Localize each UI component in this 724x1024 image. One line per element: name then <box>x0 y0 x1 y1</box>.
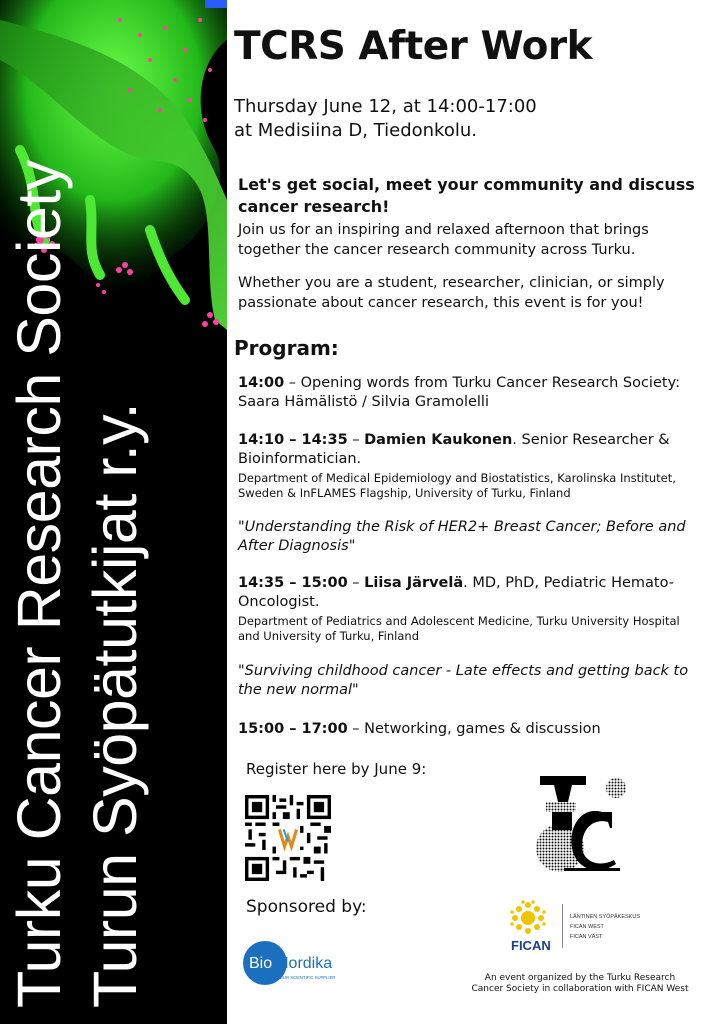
program-text: Opening words from Turku Cancer Research Society: Saara Hämälistö / Silvia Gramolelli <box>238 375 680 410</box>
program-item: 14:10 – 14:35 – Damien Kaukonen. Senior Researcher & Bioinformatician. Department of Medical Epidemiology and Biostatistics, Karolinska Institutet, Sweden & InFLAMES Flagship, University of Turku, Finland <box>238 431 700 501</box>
event-when <box>234 95 537 143</box>
program-item: 15:00 – 17:00 – Networking, games & discussion <box>238 721 601 737</box>
speaker-name: Damien Kaukonen <box>364 432 513 448</box>
speaker-affiliation: Department of Pediatrics and Adolescent Medicine, Turku University Hospital and University of Turku, Finland <box>238 614 680 643</box>
program-time: 14:00 <box>238 375 285 391</box>
side-banner <box>0 0 227 1024</box>
organizer-note: An event organized by the Turku Research Cancer Society in collaboration with FICAN West <box>471 973 689 994</box>
bionordika-logo <box>241 927 367 1002</box>
svg-text:FICAN WEST: FICAN WEST <box>570 924 604 930</box>
event-title: TCRS After Work <box>234 24 593 69</box>
tcrs-society-logo <box>524 772 632 880</box>
speaker-role: . MD, PhD, Pediatric Hemato-Oncologist. <box>238 575 674 610</box>
speaker-name: Liisa Järvelä <box>364 575 464 591</box>
register-label: Register here by June 9: <box>246 760 427 778</box>
svg-text:FICAN VÄST: FICAN VÄST <box>570 934 603 940</box>
program-heading: Program: <box>234 336 339 360</box>
program-item: 14:00 – Opening words from Turku Cancer Research Society: Saara Hämälistö / Silvia Gramolelli <box>238 375 680 410</box>
program-text: Networking, games & discussion <box>364 721 601 737</box>
intro-text: Join us for an inspiring and relaxed afternoon that brings together the cancer research community across Turku. <box>238 222 649 258</box>
program-time: 14:10 – 14:35 <box>238 432 348 448</box>
sponsored-label: Sponsored by: <box>246 897 367 917</box>
society-name-finnish-vertical: Turun Syöpätutkijat r.y. <box>81 402 149 1008</box>
talk-title: "Surviving childhood cancer - Late effects and getting back to the new normal" <box>238 663 689 698</box>
program-item: 14:35 – 15:00 – Liisa Järvelä. MD, PhD, Pediatric Hemato-Oncologist. Department of Pediatrics and Adolescent Medicine, Turku University Hospital and University of Turku, Finland <box>238 574 700 644</box>
svg-text:Bio: Bio <box>249 955 273 972</box>
svg-text:LÄNTINEN SYÖPÄKESKUS: LÄNTINEN SYÖPÄKESKUS <box>570 914 640 920</box>
fican-name: FICAN <box>511 938 551 953</box>
society-name-vertical: Turku Cancer Research Society <box>5 160 73 1008</box>
speaker-role: . Senior Researcher & Bioinformatician. <box>238 432 670 467</box>
bionordika-name: Nordika <box>277 955 333 972</box>
event-date-time: Thursday June 12, at 14:00-17:00 <box>234 96 537 117</box>
bionordika-tagline: YOUR SCIENTIFIC SUPPLIER <box>277 975 336 980</box>
program-time: 14:35 – 15:00 <box>238 575 348 591</box>
registration-qr-code[interactable] <box>245 795 331 881</box>
program-time: 15:00 – 17:00 <box>238 721 348 737</box>
speaker-affiliation: Department of Medical Epidemiology and Biostatistics, Karolinska Institutet, Sweden & InFLAMES Flagship, University of Turku, Finland <box>238 471 676 500</box>
audience-text: Whether you are a student, researcher, clinician, or simply passionate about cancer research, this event is for you! <box>238 275 665 311</box>
fican-west-logo <box>506 898 696 954</box>
talk-title: "Understanding the Risk of HER2+ Breast Cancer; Before and After Diagnosis" <box>238 519 686 554</box>
event-location: at Medisiina D, Tiedonkolu. <box>234 120 477 141</box>
lead-text: Let's get social, meet your community and discuss cancer research! <box>238 175 695 216</box>
